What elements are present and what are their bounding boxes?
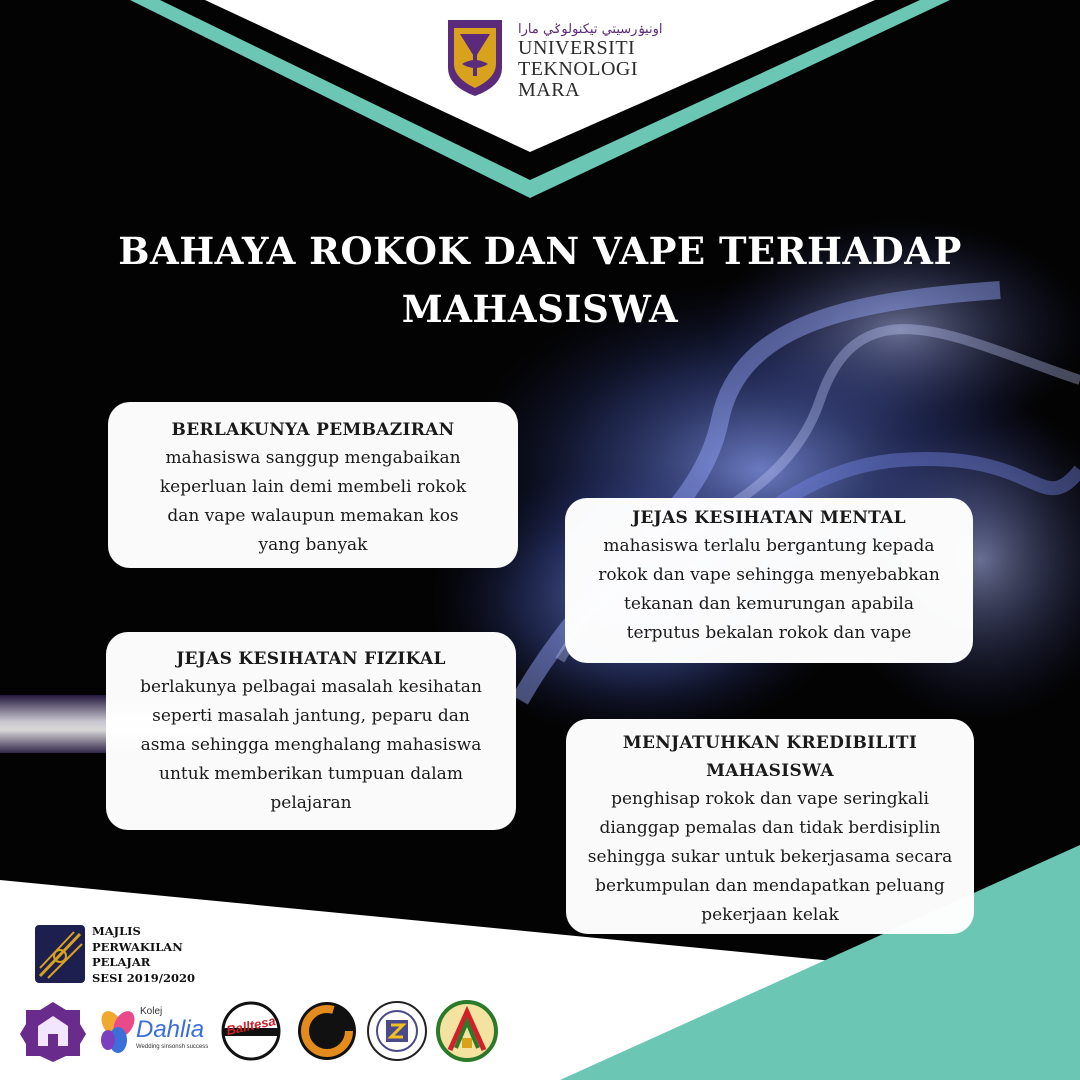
uitm-logo-icon bbox=[446, 18, 504, 98]
card-body bbox=[108, 444, 518, 560]
card-body-line: rokok dan vape sehingga menyebabkan bbox=[598, 565, 940, 585]
card-body-line: dan vape walaupun memakan kos bbox=[167, 506, 459, 526]
balltesa-logo bbox=[218, 1000, 284, 1062]
uitm-line-3: MARA bbox=[518, 79, 581, 101]
card-title: BERLAKUNYA PEMBAZIRAN bbox=[171, 420, 455, 440]
card-body-line: mahasiswa terlalu bergantung kepada bbox=[603, 536, 935, 556]
info-card-kredibiliti bbox=[566, 719, 974, 934]
card-body-line: berlakunya pelbagai masalah kesihatan bbox=[140, 677, 482, 697]
card-title: JEJAS KESIHATAN FIZIKAL bbox=[176, 649, 446, 669]
balltesa-text: Balltesa bbox=[224, 1012, 277, 1039]
mpp-logo bbox=[34, 922, 264, 992]
uitm-line-2: TEKNOLOGI bbox=[518, 58, 639, 80]
club-c-logo bbox=[296, 1000, 358, 1062]
card-title: MENJATUHKAN KREDIBILITI bbox=[622, 733, 918, 753]
college-logo bbox=[18, 1000, 88, 1062]
mpp-line: SESI 2019/2020 bbox=[92, 970, 195, 985]
dahlia-small-text: Kolej bbox=[140, 1006, 163, 1017]
card-body-line: pekerjaan kelak bbox=[701, 905, 839, 925]
card-body-line: mahasiswa sanggup mengabaikan bbox=[165, 448, 461, 468]
card-body bbox=[565, 532, 973, 648]
card-title-line-2: MAHASISWA bbox=[706, 761, 834, 781]
card-body-line: keperluan lain demi membeli rokok bbox=[159, 477, 467, 497]
card-title: JEJAS KESIHATAN MENTAL bbox=[632, 508, 906, 528]
card-body-line: asma sehingga menghalang mahasiswa bbox=[140, 735, 482, 755]
dahlia-tagline: Wedding sinsonsh success bbox=[136, 1044, 209, 1050]
card-body-line: seperti masalah jantung, peparu dan bbox=[152, 706, 470, 726]
info-card-pembaziran bbox=[108, 402, 518, 568]
card-body-line: penghisap rokok dan vape seringkali bbox=[611, 789, 929, 809]
card-body-line: dianggap pemalas dan tidak berdisiplin bbox=[599, 818, 941, 838]
info-card-fizikal bbox=[106, 632, 516, 830]
mpp-line: PELAJAR bbox=[92, 955, 151, 969]
college-logo-icon bbox=[18, 1000, 88, 1062]
mpp-logo-icon bbox=[34, 924, 86, 984]
club-c-logo-icon bbox=[296, 1000, 358, 1062]
uitm-line-1: UNIVERSITI bbox=[518, 37, 636, 59]
card-body-line: yang banyak bbox=[258, 535, 368, 555]
uitm-wordmark bbox=[518, 22, 663, 101]
card-body-line: untuk memberikan tumpuan dalam bbox=[159, 764, 463, 784]
card-body-line: terputus bekalan rokok dan vape bbox=[626, 623, 912, 643]
card-body-line: tekanan dan kemurungan apabila bbox=[623, 594, 914, 614]
dahlia-flower-icon bbox=[100, 1006, 136, 1056]
card-body-line: pelajaran bbox=[270, 793, 352, 813]
dahlia-main-text: Dahlia bbox=[136, 1016, 205, 1043]
mpp-line: MAJLIS bbox=[92, 924, 141, 938]
mpp-line: PERWAKILAN bbox=[92, 939, 183, 954]
card-body-line: sehingga sukar untuk bekerjasama secara bbox=[587, 847, 953, 867]
title-line-2: MAHASISWA bbox=[401, 287, 679, 331]
card-body bbox=[106, 673, 516, 818]
zambek-logo bbox=[366, 1000, 428, 1062]
uitm-jawi-text: اونيۏرسيتي تيكنولوݢي مارا bbox=[518, 22, 663, 37]
card-body-line: berkumpulan dan mendapatkan peluang bbox=[595, 876, 945, 896]
card-body bbox=[566, 785, 974, 930]
mpp-text bbox=[92, 924, 195, 986]
uitm-logo bbox=[440, 16, 663, 101]
title-line-1: BAHAYA ROKOK DAN VAPE TERHADAP bbox=[118, 229, 962, 273]
page-title bbox=[60, 222, 1020, 338]
arch-logo bbox=[436, 1000, 498, 1062]
arch-logo-icon bbox=[436, 1000, 498, 1062]
zambek-logo-icon bbox=[366, 1000, 428, 1062]
dahlia-logo bbox=[100, 1000, 210, 1062]
info-card-mental bbox=[565, 498, 973, 663]
